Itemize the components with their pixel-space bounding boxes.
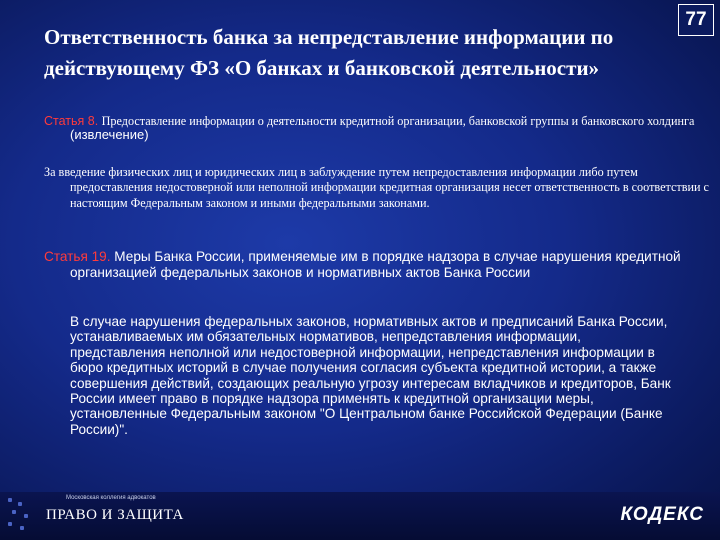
article-8-label: Статья 8. bbox=[44, 114, 99, 128]
article-8-heading bbox=[44, 114, 710, 142]
decorative-dots-icon bbox=[6, 496, 36, 536]
footer-bar bbox=[0, 492, 720, 540]
article-8-text: Предоставление информации о деятельности кредитной организации, банковской группы и банковского холдинга bbox=[101, 114, 695, 128]
paragraph-2: В случае нарушения федеральных законов, нормативных актов и предписаний Банка России, устанавливаемых им обязательных нормативов, непредставления информации, представления неполной или недостоверной информации, непредставления информации в бюро кредитных историй в случае получения согласия субъекта кредитной истории, а также совершения действий, создающих реальную угрозу интересам вкладчиков и кредиторов, Банк России имеет право в порядке надзора применять к кредитной организации меры, установленные Федеральным законом "О Центральном банке Российской Федерации (Банке России)". bbox=[70, 314, 671, 437]
article-19-label: Статья 19. bbox=[44, 249, 111, 264]
kodeks-logo: КОДЕКС bbox=[620, 504, 704, 525]
slide-title: Ответственность банка за непредставление информации по действующему ФЗ «О банках и банковской деятельности» bbox=[44, 25, 614, 80]
paragraph-1: За введение физических лиц и юридических лиц в заблуждение путем непредоставления информации либо путем предоставления недостоверной или неполной информации кредитная организация несет ответственность в соответствии с настоящим Федеральным законом и иными федеральными законами. bbox=[44, 165, 709, 210]
article-19-text: Меры Банка России, применяемые им в порядке надзора в случае нарушения кредитной организацией федеральных законов и нормативных актов Банка России bbox=[70, 249, 681, 280]
article-19-heading bbox=[44, 249, 710, 280]
footer-brand: ПРАВО И ЗАЩИТА bbox=[46, 507, 184, 523]
article-8-extract: (извлечение) bbox=[70, 127, 149, 142]
page-number: 77 bbox=[678, 4, 714, 36]
footer-caption: Московская коллегия адвокатов bbox=[66, 495, 156, 501]
